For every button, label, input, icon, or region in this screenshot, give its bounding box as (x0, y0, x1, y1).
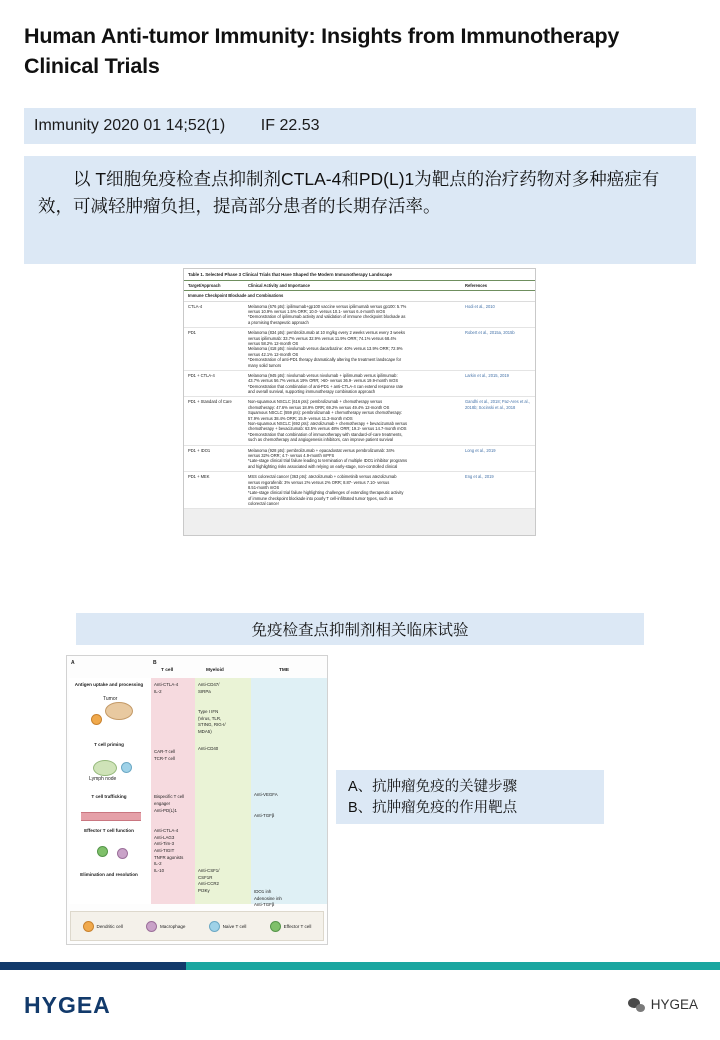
cycle-step-antigen-uptake: Antigen uptake and processing (74, 682, 144, 687)
target-label: SIRPa (198, 688, 211, 694)
immunity-cycle-figure (66, 655, 328, 945)
row-target: PD1 + CTLA-4 (188, 372, 215, 378)
target-label: Anti-TGFβ (254, 902, 275, 908)
row-line: *Demonstration that combination of anti-PD1 + anti-CTLA-4 can extend response rate (248, 383, 404, 389)
target-label: Anti-CCR2 (198, 881, 219, 887)
legend-label: Naive T cell (222, 923, 247, 929)
row-line: versus regorafenib: 3% versus 2% versus 2% ORR; 8.87- versus 7.10- versus (248, 479, 390, 485)
row-line: Squamous NSCLC (559 pts): pembrolizumab + chemotherapy versus chemotherapy: (248, 410, 403, 416)
table-header-activity: Clinical Activity and Importance (248, 282, 310, 288)
legend-item (270, 921, 312, 932)
row-line: Melanoma (928 pts): pembrolizumab + epacadostat versus pembrolizumab: 34% (248, 447, 395, 453)
row-line: Melanoma (676 pts): ipilimumab+gp100 vaccine versus ipilimumab versus gp100: 5.7% (248, 303, 407, 309)
summary-box (24, 156, 696, 264)
footer-rule-teal (186, 962, 720, 970)
macrophage-icon (117, 848, 128, 859)
citation-text: Immunity 2020 01 14;52(1) IF 22.53 (34, 117, 320, 134)
row-activity (244, 448, 461, 470)
target-label: STING, RIG-I/ (198, 722, 226, 728)
target-label: CAR-T cell (154, 749, 176, 755)
row-reference: Long et al., 2019 (465, 447, 496, 453)
row-line: *Demonstration of ipilimumab activity and validation of immune checkpoint blockade as (248, 314, 406, 320)
row-line: 57.9% versus 38.4% ORR; 15.9- versus 11.3-month mOS (248, 415, 353, 421)
tcell-targets-column (151, 678, 195, 904)
panel-a-label: A (71, 660, 75, 666)
target-label: CSF1R (198, 874, 213, 880)
target-label: Anti-LAG3 (154, 834, 175, 840)
table-row (184, 302, 535, 329)
naive-t-cell-icon (209, 921, 220, 932)
row-line: versus 42.1% 12-month OS (248, 351, 299, 357)
target-label: (Virus, TLR, (198, 715, 222, 721)
row-line: and highlighting risks associated with relying on early-stage, non-controlled clinical (248, 463, 398, 469)
target-label: IL-10 (154, 867, 165, 873)
table-row (184, 397, 535, 445)
table-header-references: References (465, 282, 488, 288)
row-activity (244, 330, 461, 368)
footer-rule-dark (0, 962, 186, 970)
table-figure-footer (184, 509, 535, 535)
target-label: Anti-TIGIT (154, 848, 175, 854)
row-line: of immune checkpoint blockade into poorly T cell-infiltrated tumor types, such as (248, 495, 394, 501)
row-line: Melanoma (834 pts): pembrolizumab at 10 mg/kg every 2 weeks versus every 3 weeks (248, 330, 405, 336)
target-label: IL-2 (154, 861, 162, 867)
table-caption: Table 1. Selected Phase 3 Clinical Trials that Have Shaped the Modern Immunotherapy Landscape (184, 269, 535, 281)
target-label: Anti-CSF1/ (198, 868, 220, 874)
lymph-node-label: Lymph node (89, 776, 117, 782)
footer-wechat (628, 997, 698, 1012)
table-row (184, 446, 535, 473)
target-label: Bispecific T cell engager (154, 794, 185, 807)
blood-vessel-shape (81, 812, 141, 821)
target-label: Adenosine inh (254, 895, 282, 901)
row-line: colorectal cancer (248, 501, 279, 507)
footer (0, 970, 720, 1040)
tumor-label: Tumor (103, 696, 118, 702)
table-header-row (184, 281, 535, 291)
page-title: Human Anti-tumor Immunity: Insights from Immunotherapy Clinical Trials (24, 24, 620, 78)
target-label: PI3Ky (198, 888, 210, 894)
key-point-b: B、抗肿瘤免疫的作用靶点 (348, 799, 518, 816)
row-line: versus ipilimumab: 33.7% versus 32.9% versus 11.9% ORR; 74.1% versus 68.4% (248, 335, 397, 341)
row-line: many solid tumors (248, 362, 282, 368)
row-reference: Larkin et al., 2015, 2019 (465, 372, 509, 378)
row-target: PD1 + IDO1 (188, 447, 211, 453)
legend-item (209, 921, 247, 932)
row-line: Melanoma (418 pts): nivolumab versus dacarbazine: 40% versus 13.9% ORR; 72.9% (248, 346, 403, 352)
cycle-step-t-cell-trafficking: T cell trafficking (91, 794, 127, 799)
panel-b-label: B (153, 660, 157, 666)
row-line: versus 32% ORR; 4.7- versus 4.9-month mPFS (248, 452, 335, 458)
macrophage-icon (146, 921, 157, 932)
row-line: 8.51-month mOS (248, 484, 280, 490)
row-target: CTLA-4 (188, 303, 203, 309)
legend-item (146, 921, 186, 932)
row-activity (244, 474, 461, 506)
target-label: Anti-VEGFA (254, 792, 278, 797)
row-line: Melanoma (945 pts): nivolumab versus nivolumab + ipilimumab versus ipilimumab: (248, 372, 398, 378)
target-label: Anti-TGFβ (254, 812, 275, 818)
effector-t-cell-icon (97, 846, 108, 857)
table-row (184, 328, 535, 371)
legend-item (83, 921, 123, 932)
row-activity (244, 304, 461, 326)
row-line: and overall survival, supporting immunotherapy combination approach (248, 389, 376, 395)
cycle-step-effector-function: Effector T cell function (84, 828, 134, 833)
cycle-step-elimination: Elimination and resolution (80, 872, 138, 877)
wechat-icon (628, 998, 645, 1012)
target-label: Type I IFN (198, 709, 219, 715)
row-reference: Eng et al., 2019 (465, 474, 494, 480)
row-line: Non-squamous NSCLC (616 pts): pembrolizumab + chemotherapy versus (248, 399, 383, 405)
tme-targets-column (251, 678, 327, 908)
row-line: 43.7% versus 56.7% versus 19% ORR; >60- versus 36.9- versus 19.9-month mOS (248, 378, 399, 384)
row-line: a promising therapeutic approach (248, 319, 309, 325)
row-line: *Demonstration that combination of immunotherapy with standard-of-care treatments, (248, 431, 403, 437)
lymph-node-shape (93, 760, 117, 776)
target-label: IL-2 (154, 688, 162, 694)
naive-t-cell-icon (121, 762, 132, 773)
target-label: MDA5) (198, 729, 212, 735)
table-section-header: Immune Checkpoint Blockade and Combinations (184, 291, 535, 301)
footer-wechat-label: HYGEA (650, 997, 698, 1012)
column-header-myeloid: Myeloid (206, 668, 224, 673)
key-points-box (336, 770, 604, 824)
target-label: Anti-PD(L)1 (154, 807, 177, 813)
row-reference: Robert et al., 2015a, 2015b (465, 330, 515, 336)
cycle-step-t-cell-priming: T cell priming (94, 742, 124, 747)
legend-label: Dendritic cell (96, 923, 123, 929)
clinical-trials-table-figure (183, 268, 536, 536)
figure-caption-text: 免疫检查点抑制剂相关临床试验 (251, 622, 469, 639)
tumor-shape (105, 702, 133, 720)
dendritic-cell-icon (83, 921, 94, 932)
row-target: PD1 + Standard of Care (188, 399, 232, 405)
table-header-target: Target/Approach (188, 282, 221, 288)
row-line: chemotherapy: 47.6% versus 18.9% ORR; 69.2% versus 49.4% 12-month OS (248, 404, 390, 410)
footer-logo: HYGEA (24, 992, 111, 1018)
target-label: IDO1 inh (254, 889, 272, 895)
row-line: versus 10.9% versus 1.5% ORR; 10.0- versus 10.1- versus 6.4-month mOS (248, 308, 386, 314)
row-line: *Demonstration of anti-PD1 therapy dramatically altering the treatment landscape for (248, 357, 402, 363)
table-row (184, 472, 535, 509)
row-line: such as chemotherapy and angiogenesis inhibitors, can improve patient survival (248, 437, 393, 443)
target-label: Anti-CD40 (198, 745, 219, 751)
row-reference: Hodi et al., 2010 (465, 303, 495, 309)
legend-label: Effector T cell (283, 923, 312, 929)
row-line: Non-squamous NSCLC (692 pts): atezolizumab + chemotherapy + bevacizumab versus (248, 421, 408, 427)
target-label: Anti-Tim-3 (154, 841, 175, 847)
row-target: PD1 (188, 330, 196, 336)
column-header-tcell: T cell (161, 668, 174, 673)
row-line: *Late-stage clinical trial failure leading to termination of multiple IDO1 inhibitor programs (248, 458, 408, 464)
table-row (184, 371, 535, 398)
row-reference: Gandhi et al., 2018; Paz-Ares et al., 2018b; Socinski et al., 2018 (465, 399, 530, 410)
target-label: Anti-CTLA-4 (154, 828, 179, 834)
summary-text: 以 T细胞免疫检查点抑制剂CTLA-4和PD(L)1为靶点的治疗药物对多种癌症有效，可减轻肿瘤负担，提高部分患者的长期存活率。 (38, 169, 660, 217)
key-point-a: A、抗肿瘤免疫的关键步骤 (348, 779, 518, 795)
target-label: Anti-CTLA-4 (154, 682, 179, 687)
row-activity (244, 399, 461, 442)
row-line: versus 58.2% 12-month OS (248, 340, 299, 346)
row-line: *Late-stage clinical trial failure highlighting challenges of extending therapeutic activity (248, 490, 404, 496)
row-activity (244, 373, 461, 395)
myeloid-targets-column (195, 678, 251, 904)
row-line: MSS colorectal cancer (363 pts): atezolizumab + cobimetinib versus atezolizumab (248, 474, 397, 480)
target-label: TNFR agonists (154, 854, 184, 860)
legend-label: Macrophage (159, 923, 186, 929)
effector-t-cell-icon (270, 921, 281, 932)
citation-bar (24, 108, 696, 144)
target-label: TCR-T cell (154, 755, 175, 761)
dendritic-cell-icon (91, 714, 102, 725)
target-label: Anti-CD47/ (198, 682, 220, 687)
column-header-tme: TME (279, 668, 290, 673)
figure-caption-bar (76, 613, 644, 645)
row-target: PD1 + MEK (188, 474, 210, 480)
footer-rule (0, 962, 720, 970)
row-line: chemotherapy + bevacizumab: 63.5% versus 48% ORR; 19.2- versus 14.7-month mOS (248, 426, 407, 432)
figure-legend (70, 911, 324, 941)
